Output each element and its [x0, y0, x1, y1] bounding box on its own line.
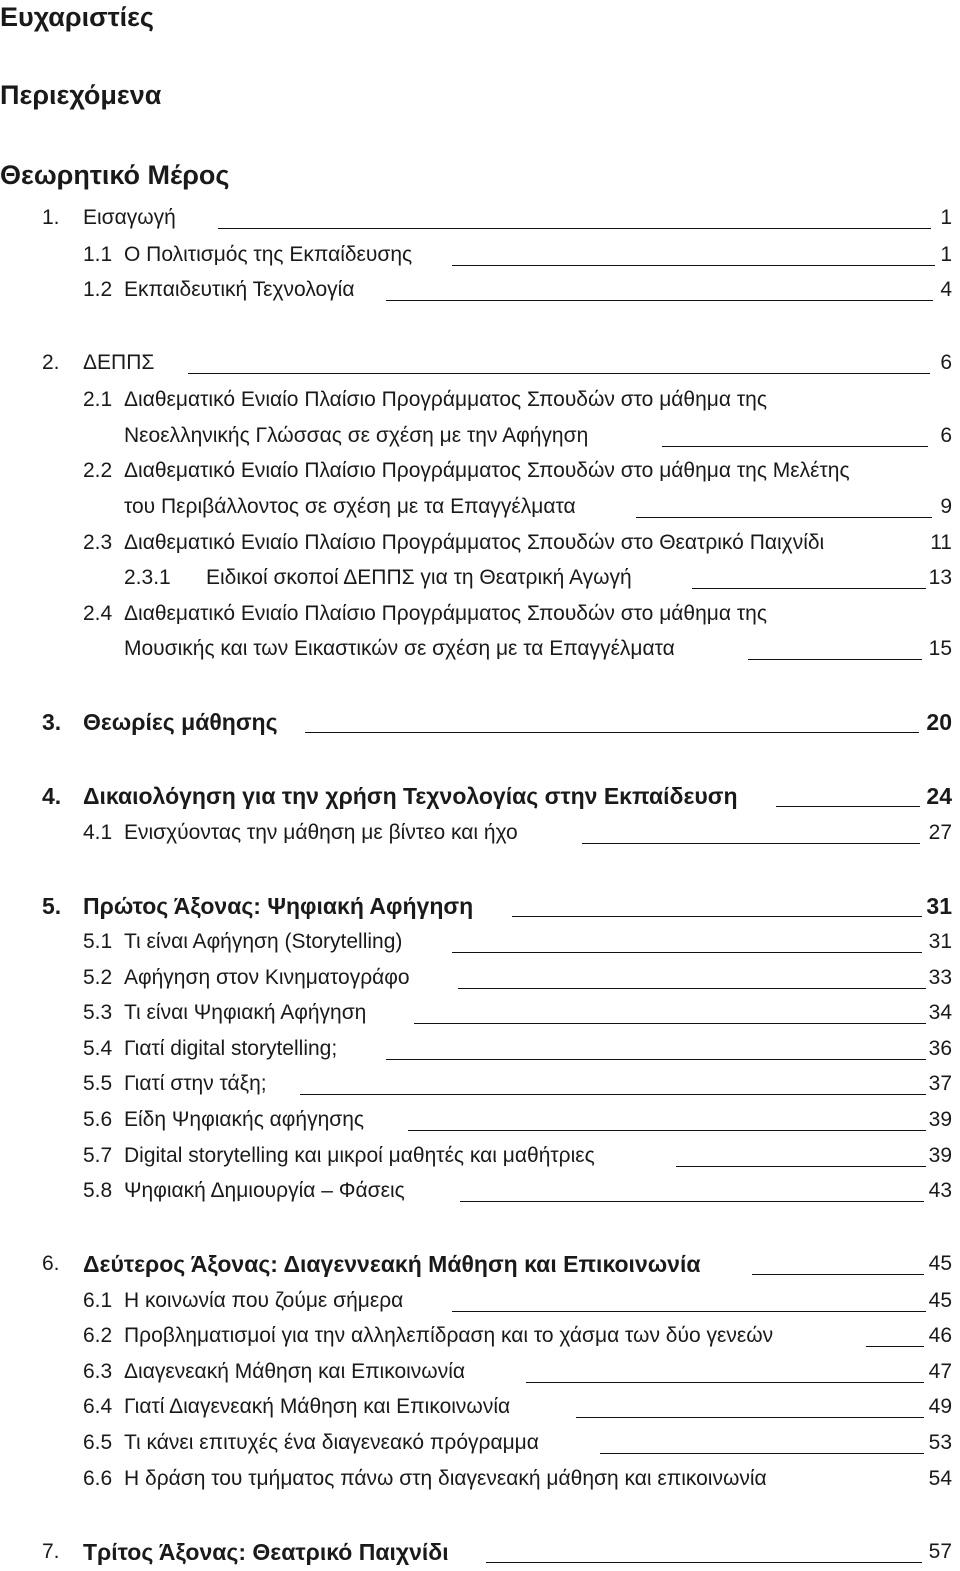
toc-entry-7[interactable]: [0, 1534, 960, 1570]
leader-line: [662, 418, 928, 447]
entry-title: Διαθεματικό Ενιαίο Πλαίσιο Προγράμματος Σπουδών στο Θεατρικό Παιχνίδι: [124, 531, 825, 554]
leader-line: [408, 1102, 926, 1131]
entry-title: Εκπαιδευτική Τεχνολογία: [124, 278, 355, 301]
entry-title: Μουσικής και των Εικαστικών σε σχέση με τα Επαγγέλματα: [124, 637, 675, 660]
entry-title: Πρώτος Άξονας: Ψηφιακή Αφήγηση: [83, 893, 474, 919]
entry-page: 45: [928, 1252, 952, 1275]
leader-line: [300, 1066, 926, 1095]
entry-page: 45: [928, 1289, 952, 1312]
leader-line: [386, 272, 933, 301]
toc-entry-5-5[interactable]: [0, 1066, 960, 1102]
entry-number: 2.1: [83, 388, 113, 411]
entry-number: 5.7: [83, 1144, 113, 1167]
entry-page: 39: [928, 1144, 952, 1167]
entry-title: Θεωρίες μάθησης: [83, 709, 278, 735]
leader-line: [576, 1389, 924, 1418]
entry-title: Ειδικοί σκοποί ΔΕΠΠΣ για τη Θεατρική Αγωγή: [206, 566, 632, 589]
leader-line: [752, 1246, 924, 1275]
toc-entry-2-2[interactable]: [0, 453, 960, 489]
leader-line: [776, 778, 920, 807]
leader-line: [218, 200, 931, 229]
toc-entry-5-6[interactable]: [0, 1102, 960, 1138]
entry-title: Είδη Ψηφιακής αφήγησης: [124, 1108, 365, 1131]
entry-page: 39: [928, 1108, 952, 1131]
toc-entry-1-2[interactable]: [0, 272, 960, 308]
entry-number: 5.3: [83, 1001, 113, 1024]
toc-entry-5-4[interactable]: [0, 1031, 960, 1067]
entry-number: 5.5: [83, 1072, 113, 1095]
entry-number: 2.4: [83, 602, 113, 625]
leader-line: [386, 1031, 926, 1060]
toc-entry-2-3-1[interactable]: [0, 560, 960, 596]
entry-page: 36: [928, 1037, 952, 1060]
entry-number: 6.6: [83, 1467, 113, 1490]
entry-title: Γιατί digital storytelling;: [124, 1037, 338, 1060]
leader-line: [460, 1173, 924, 1202]
entry-number: 5.2: [83, 966, 113, 989]
leader-line: [452, 1283, 926, 1312]
entry-number: 7.: [42, 1540, 60, 1563]
toc-entry-2-4-cont[interactable]: [0, 631, 960, 667]
entry-title: Διαγενεακή Μάθηση και Επικοινωνία: [124, 1360, 466, 1383]
entry-number: 6.2: [83, 1324, 113, 1347]
toc-entry-6-6[interactable]: [0, 1461, 960, 1497]
toc-entry-5-3[interactable]: [0, 995, 960, 1031]
entry-page: 49: [928, 1395, 952, 1418]
entry-page: 31: [928, 930, 952, 953]
entry-number: 3.: [42, 709, 62, 735]
entry-number: 6.1: [83, 1289, 113, 1312]
entry-page: 24: [926, 783, 952, 809]
entry-page: 11: [930, 531, 952, 554]
entry-page: 53: [928, 1431, 952, 1454]
entry-title: ΔΕΠΠΣ: [83, 351, 155, 374]
entry-page: 9: [940, 495, 952, 518]
entry-page: 1: [940, 206, 952, 229]
entry-number: 1.1: [83, 243, 113, 266]
entry-page: 34: [928, 1001, 952, 1024]
entry-number: 5.8: [83, 1179, 113, 1202]
leader-line: [414, 995, 926, 1024]
leader-line: [600, 1425, 924, 1454]
toc-entry-2-4[interactable]: [0, 596, 960, 632]
entry-number: 2.3: [83, 531, 113, 554]
toc-entry-2-1[interactable]: [0, 382, 960, 418]
entry-page: 46: [928, 1324, 952, 1347]
entry-number: 4.1: [83, 821, 113, 844]
toc-entry-6-2[interactable]: [0, 1318, 960, 1354]
leader-line: [188, 345, 930, 374]
entry-page: 33: [928, 966, 952, 989]
entry-number: 2.2: [83, 459, 113, 482]
toc-entry-2-1-cont[interactable]: [0, 418, 960, 454]
leader-line: [512, 888, 922, 917]
entry-page: 13: [928, 566, 952, 589]
entry-title: Η δράση του τμήματος πάνω στη διαγενεακή μάθηση και επικοινωνία: [124, 1467, 767, 1490]
entry-page: 47: [928, 1360, 952, 1383]
leader-line: [692, 560, 926, 589]
entry-page: 37: [928, 1072, 952, 1095]
entry-number: 6.3: [83, 1360, 113, 1383]
entry-page: 15: [928, 637, 952, 660]
toc-entry-6-5[interactable]: [0, 1425, 960, 1461]
entry-number: 5.4: [83, 1037, 113, 1060]
entry-page: 43: [928, 1179, 952, 1202]
toc-entry-2-2-cont[interactable]: [0, 489, 960, 525]
toc-entry-6-1[interactable]: [0, 1283, 960, 1319]
toc-entry-3[interactable]: [0, 704, 960, 740]
toc-entry-6-4[interactable]: [0, 1389, 960, 1425]
toc-entry-5-2[interactable]: [0, 960, 960, 996]
entry-title: Γιατί Διαγενεακή Μάθηση και Επικοινωνία: [124, 1395, 511, 1418]
entry-page: 4: [940, 278, 952, 301]
entry-title: Αφήγηση στον Κινηματογράφο: [124, 966, 410, 989]
entry-title: Δεύτερος Άξονας: Διαγεννεακή Μάθηση και Επικοινωνία: [83, 1251, 701, 1277]
entry-title: Νεοελληνικής Γλώσσας σε σχέση με την Αφήγηση: [124, 424, 589, 447]
entry-number: 5.1: [83, 930, 113, 953]
entry-page: 27: [928, 821, 952, 844]
entry-number: 5.6: [83, 1108, 113, 1131]
toc-entry-2-3[interactable]: [0, 525, 960, 561]
part-heading: Θεωρητικό Μέρος: [0, 160, 230, 190]
toc-entry-5-1[interactable]: [0, 924, 960, 960]
entry-number: 6.5: [83, 1431, 113, 1454]
leader-line: [748, 631, 922, 660]
toc-entry-5-8[interactable]: [0, 1173, 960, 1209]
entry-number: 2.: [42, 351, 60, 374]
leader-line: [866, 1318, 924, 1347]
leader-line: [636, 489, 932, 518]
entry-title: Δικαιολόγηση για την χρήση Τεχνολογίας στην Εκπαίδευση: [83, 783, 738, 809]
leader-line: [452, 237, 935, 266]
entry-title: Διαθεματικό Ενιαίο Πλαίσιο Προγράμματος Σπουδών στο μάθημα της: [124, 602, 767, 625]
entry-page: 6: [940, 351, 952, 374]
entry-title: Διαθεματικό Ενιαίο Πλαίσιο Προγράμματος Σπουδών στο μάθημα της: [124, 388, 767, 411]
entry-title: Τι είναι Ψηφιακή Αφήγηση: [124, 1001, 367, 1024]
entry-page: 20: [926, 709, 952, 735]
entry-title: Γιατί στην τάξη;: [124, 1072, 267, 1095]
leader-line: [305, 704, 919, 733]
entry-title: Ο Πολιτισμός της Εκπαίδευσης: [124, 243, 413, 266]
entry-page: 54: [928, 1467, 952, 1490]
entry-title: Ψηφιακή Δημιουργία – Φάσεις: [124, 1179, 405, 1202]
entry-title: Ενισχύοντας την μάθηση με βίντεο και ήχο: [124, 821, 518, 844]
entry-number: 5.: [42, 893, 62, 919]
toc-entry-6[interactable]: [0, 1246, 960, 1282]
toc-entry-1[interactable]: [0, 200, 960, 236]
leader-line: [526, 1354, 924, 1383]
entry-number: 1.2: [83, 278, 113, 301]
entry-title: Digital storytelling και μικροί μαθητές και μαθήτριες: [124, 1144, 595, 1167]
entry-page: 6: [940, 424, 952, 447]
toc-entry-6-3[interactable]: [0, 1354, 960, 1390]
entry-page: 57: [928, 1540, 952, 1563]
toc-entry-4[interactable]: [0, 778, 960, 814]
toc-entry-1-1[interactable]: [0, 237, 960, 273]
leader-line: [452, 924, 922, 953]
entry-number: 6.4: [83, 1395, 113, 1418]
entry-title: Τι είναι Αφήγηση (Storytelling): [124, 930, 403, 953]
entry-title: του Περιβάλλοντος σε σχέση με τα Επαγγέλματα: [124, 495, 576, 518]
entry-number: 1.: [42, 206, 60, 229]
leader-line: [486, 1534, 922, 1563]
page-title: Ευχαριστίες: [0, 2, 154, 32]
toc-entry-5-7[interactable]: [0, 1138, 960, 1174]
entry-title: Εισαγωγή: [83, 206, 176, 229]
leader-line: [458, 960, 926, 989]
entry-title: Η κοινωνία που ζούμε σήμερα: [124, 1289, 404, 1312]
entry-page: 1: [940, 243, 952, 266]
leader-line: [582, 815, 920, 844]
entry-number: 4.: [42, 783, 62, 809]
entry-page: 31: [926, 893, 952, 919]
entry-number: 6.: [42, 1252, 60, 1275]
toc-entry-4-1[interactable]: [0, 815, 960, 851]
toc-entry-2[interactable]: [0, 345, 960, 381]
entry-number: 2.3.1: [124, 566, 171, 589]
entry-title: Τρίτος Άξονας: Θεατρικό Παιχνίδι: [83, 1539, 449, 1565]
entry-title: Τι κάνει επιτυχές ένα διαγενεακό πρόγραμμα: [124, 1431, 539, 1454]
toc-entry-5[interactable]: [0, 888, 960, 924]
toc-heading: Περιεχόμενα: [0, 80, 162, 110]
leader-line: [676, 1138, 926, 1167]
entry-title: Προβληματισμοί για την αλληλεπίδραση και το χάσμα των δύο γενεών: [124, 1324, 774, 1347]
entry-title: Διαθεματικό Ενιαίο Πλαίσιο Προγράμματος Σπουδών στο μάθημα της Μελέτης: [124, 459, 850, 482]
